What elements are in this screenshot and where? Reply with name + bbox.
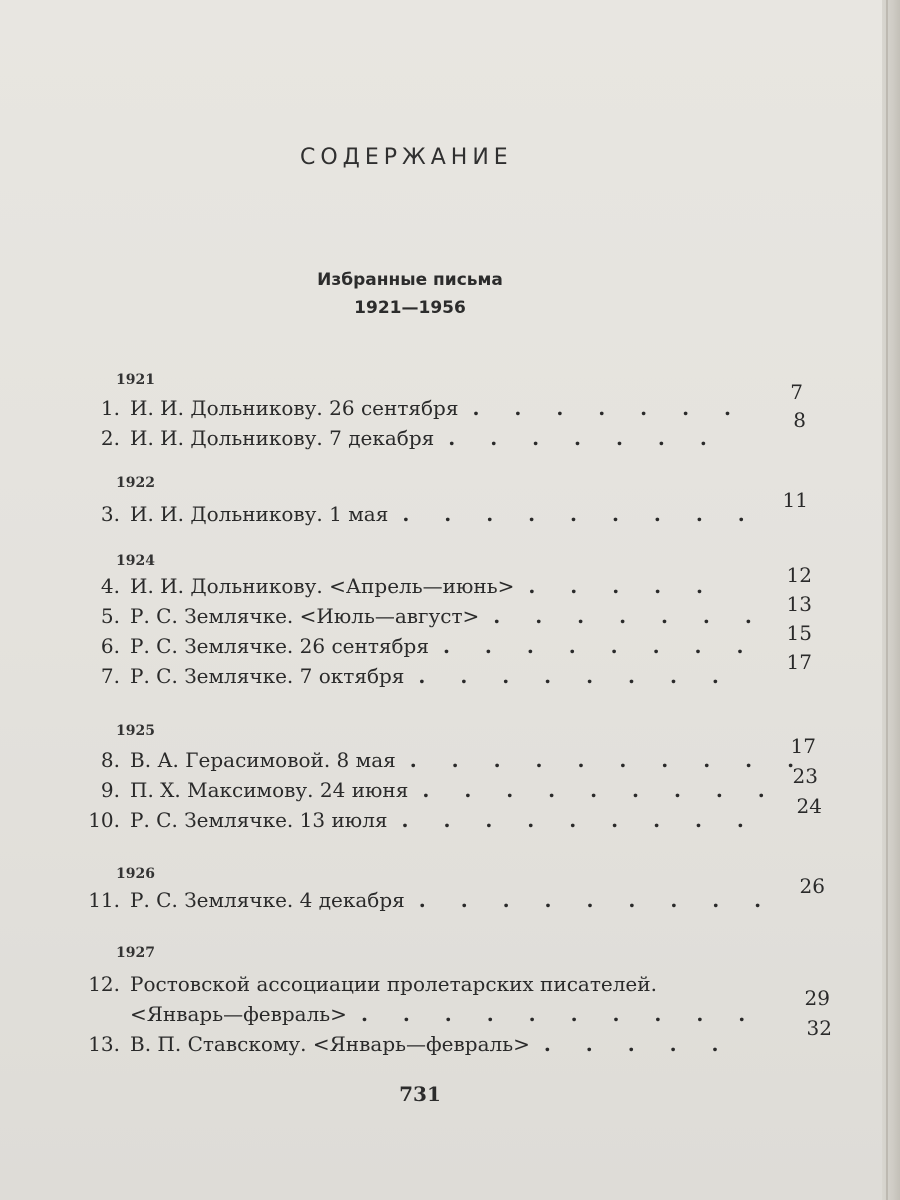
year-heading: 1925 xyxy=(116,723,155,739)
leader-dots: . . . . . xyxy=(528,574,718,598)
leader-dots: . . . . . . . . . xyxy=(401,808,758,832)
entry-page: 24 xyxy=(796,794,822,818)
year-heading: 1921 xyxy=(116,372,155,388)
entry-number: 9. xyxy=(100,778,120,802)
entry-number: 7. xyxy=(100,664,120,688)
leader-dots: . . . . . . . xyxy=(448,426,721,450)
entry-title: И. И. Дольникову. 26 сентября xyxy=(130,396,459,420)
toc-entry[interactable] xyxy=(80,970,740,998)
entry-number: 2. xyxy=(100,426,120,450)
leader-dots: . . . . . . . . . . xyxy=(360,1002,760,1026)
entry-page: 17 xyxy=(786,650,812,674)
year-heading: 1924 xyxy=(116,553,155,569)
entry-page: 8 xyxy=(793,408,806,432)
entry-title: Р. С. Землячке. 13 июля xyxy=(130,808,388,832)
entry-page: 15 xyxy=(786,621,812,645)
part-title: Избранные письма xyxy=(317,270,503,290)
entry-title: Р. С. Землячке. 26 сентября xyxy=(130,634,429,658)
page-edge-line xyxy=(886,0,888,1200)
entry-number: 4. xyxy=(100,574,120,598)
entry-title: Р. С. Землячке. 7 октября xyxy=(130,664,405,688)
leader-dots: . . . . . . . . . xyxy=(402,502,759,526)
entry-number: 1. xyxy=(100,396,120,420)
toc-entry[interactable] xyxy=(80,776,779,804)
toc-entry[interactable] xyxy=(80,806,758,834)
entry-title: Р. С. Землячке. 4 декабря xyxy=(130,888,405,912)
entry-number: 13. xyxy=(88,1032,120,1056)
entry-number: 5. xyxy=(100,604,120,628)
year-heading: 1926 xyxy=(116,866,155,882)
toc-entry[interactable] xyxy=(80,500,759,528)
page-number: 731 xyxy=(399,1082,441,1106)
part-years: 1921—1956 xyxy=(354,298,466,318)
entry-page: 23 xyxy=(792,764,818,788)
year-heading: 1922 xyxy=(116,475,155,491)
leader-dots: . . . . . . . . . . xyxy=(409,748,809,772)
entry-title: И. И. Дольникову. <Апрель—июнь> xyxy=(130,574,515,598)
toc-entry[interactable] xyxy=(80,632,758,660)
leader-dots: . . . . . . . . . xyxy=(418,888,776,912)
entry-number: 6. xyxy=(100,634,120,658)
entry-title: Р. С. Землячке. <Июль—август> xyxy=(130,604,480,628)
entry-number: 8. xyxy=(100,748,120,772)
entry-page: 32 xyxy=(806,1016,832,1040)
entry-page: 12 xyxy=(786,563,812,587)
entry-page: 29 xyxy=(804,986,830,1010)
toc-entry[interactable] xyxy=(80,602,766,630)
toc-entry[interactable] xyxy=(80,572,740,600)
entry-title: Ростовской ассоциации пролетарских писателей. xyxy=(130,972,657,996)
entry-title: И. И. Дольникову. 7 декабря xyxy=(130,426,435,450)
toc-entry[interactable] xyxy=(80,394,745,422)
page-heading: СОДЕРЖАНИЕ xyxy=(300,145,513,170)
toc-entry-continuation[interactable] xyxy=(80,1000,760,1028)
toc-entry[interactable] xyxy=(80,424,740,452)
entry-page: 26 xyxy=(799,874,825,898)
entry-title-continued: <Январь—февраль> xyxy=(130,1002,347,1026)
entry-page: 17 xyxy=(790,734,816,758)
entry-number: 10. xyxy=(88,808,120,832)
leader-dots: . . . . . . . xyxy=(472,396,745,420)
entry-title: В. П. Ставскому. <Январь—февраль> xyxy=(130,1032,530,1056)
leader-dots: . . . . . . . xyxy=(493,604,766,628)
entry-title: П. Х. Максимову. 24 июня xyxy=(130,778,409,802)
toc-entry[interactable] xyxy=(80,886,776,914)
page-edge xyxy=(882,0,900,1200)
entry-page: 13 xyxy=(786,592,812,616)
entry-title: И. И. Дольникову. 1 мая xyxy=(130,502,389,526)
year-heading: 1927 xyxy=(116,945,155,961)
entry-page: 11 xyxy=(782,488,808,512)
toc-entry[interactable] xyxy=(80,662,740,690)
leader-dots: . . . . . . . . xyxy=(442,634,758,658)
toc-entry[interactable] xyxy=(80,746,809,774)
entry-number: 12. xyxy=(88,972,120,996)
entry-title: В. А. Герасимовой. 8 мая xyxy=(130,748,396,772)
entry-page: 7 xyxy=(790,380,803,404)
leader-dots: . . . . . . . . . xyxy=(422,778,779,802)
entry-number: 3. xyxy=(100,502,120,526)
leader-dots: . . . . . xyxy=(543,1032,733,1056)
toc-entry[interactable] xyxy=(80,1030,740,1058)
entry-number: 11. xyxy=(88,888,120,912)
leader-dots: . . . . . . . . xyxy=(418,664,733,688)
